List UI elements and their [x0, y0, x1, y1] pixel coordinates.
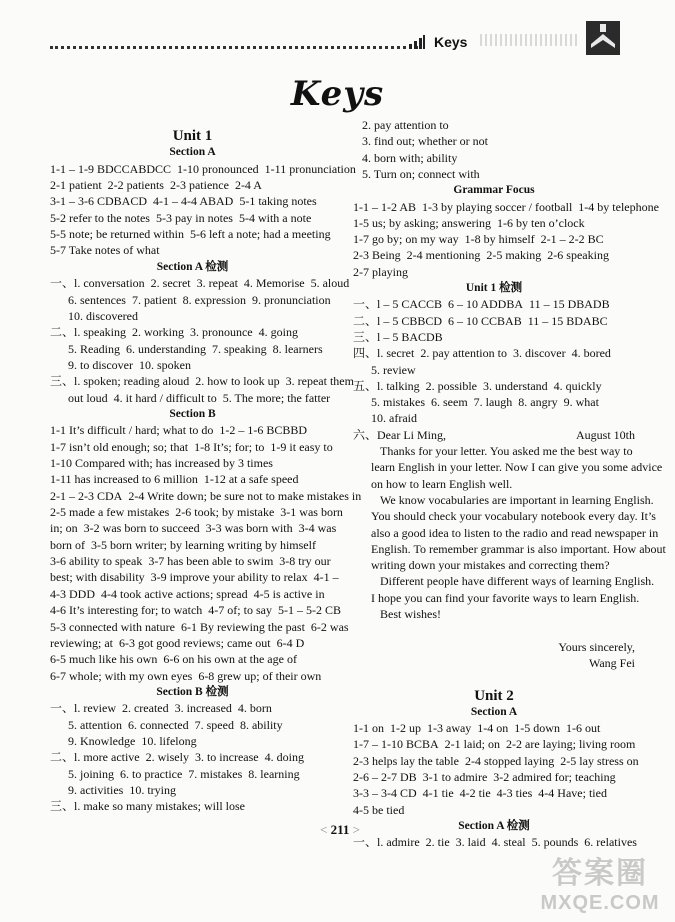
answer-line: Yours sincerely,: [558, 639, 635, 654]
answer-line: 2-1 – 2-3 CDA 2-4 Write down; be sure not to make mistakes in: [50, 488, 362, 503]
answer-line: 三、l. make so many mistakes; will lose: [50, 799, 245, 814]
answer-line: 2. pay attention to: [353, 118, 449, 132]
answer-line: 5-7 Take notes of what: [50, 243, 160, 258]
answer-line: 二、l – 5 CBBCD 6 – 10 CCBAB 11 – 15 BDABC: [353, 313, 608, 328]
answer-line: reviewing; at 6-3 got good reviews; came out 6-4 D: [50, 635, 305, 650]
section-heading: Section A 检测: [458, 819, 530, 832]
answer-line: 一、l. admire 2. tie 3. laid 4. steal 5. pounds 6. relatives: [353, 835, 637, 850]
answer-line: 2-5 made a few mistakes 2-6 took; by mistake 3-1 was born: [50, 505, 343, 520]
watermark-line1: 答案圈: [552, 857, 648, 890]
header-rule: [50, 46, 418, 49]
answer-line: 5. mistakes 6. seem 7. laugh 8. angry 9. what: [353, 395, 599, 410]
answer-line: 六、Dear Li Ming,: [353, 427, 446, 442]
answer-line: 二、l. speaking 2. working 3. pronounce 4. going: [50, 325, 298, 340]
answer-line: 2-6 – 2-7 DB 3-1 to admire 3-2 admired for; teaching: [353, 770, 616, 784]
answer-line: 1-5 us; by asking; answering 1-6 by ten o’clock: [353, 215, 585, 230]
page-number-value: 211: [330, 822, 350, 837]
answer-line: I hope you can find your favorite ways to learn English.: [353, 590, 640, 605]
answer-line: 10. discovered: [50, 308, 138, 323]
answer-line: 6-5 much like his own 6-6 on his own at the age of: [50, 652, 297, 667]
answer-line: in; on 3-2 was born to succeed 3-3 was born with 3-4 was: [50, 521, 337, 536]
section-heading: Section A: [470, 705, 518, 718]
answer-line: 五、l. talking 2. possible 3. understand 4. quickly: [353, 378, 602, 393]
answer-line: also a good idea to listen to the radio and read newspaper in: [353, 525, 659, 540]
answer-line: 4. born with; ability: [353, 150, 458, 165]
answer-line: Different people have different ways of learning English.: [353, 574, 655, 589]
answer-line: 9. Knowledge 10. lifelong: [50, 733, 197, 748]
section-heading: Unit 1 检测: [465, 282, 523, 294]
header-bars-icon: [408, 34, 426, 50]
answer-line: 1-1 It’s difficult / hard; what to do 1-2 – 1-6 BCBBD: [50, 423, 308, 438]
answer-line: 9. activities 10. trying: [50, 783, 176, 797]
answer-line: 2-7 playing: [353, 264, 408, 279]
answer-line: We know vocabularies are important in learning English.: [353, 492, 654, 507]
answer-line: 5-2 refer to the notes 5-3 pay in notes 5-4 with a note: [50, 210, 312, 225]
section-heading: Section B 检测: [156, 685, 229, 698]
answer-line: 4-3 DDD 4-4 took active actions; spread 4-5 is active in: [50, 586, 325, 601]
answer-line: 3-3 – 3-4 CD 4-1 tie 4-2 tie 4-3 ties 4-4 Have; tied: [353, 786, 607, 801]
header-title: Keys: [434, 34, 468, 50]
page-number: < 211 >: [320, 822, 360, 837]
section-heading: Section B: [169, 407, 216, 420]
answer-line: 1-1 – 1-2 AB 1-3 by playing soccer / football 1-4 by telephone: [353, 199, 659, 214]
answer-line: 1-7 go by; on my way 1-8 by himself 2-1 – 2-2 BC: [353, 232, 604, 247]
answer-line: 9. to discover 10. spoken: [50, 357, 191, 372]
answer-line: 5. review: [353, 362, 416, 377]
header-decoration: [480, 34, 580, 46]
answer-line: 1-10 Compared with; has increased by 3 times: [50, 456, 273, 470]
answer-line: 3. find out; whether or not: [353, 134, 488, 149]
page-title: Keys: [290, 74, 385, 114]
answer-line: 1-1 – 1-9 BDCCABDCC 1-10 pronounced 1-11 pronunciation: [50, 161, 356, 176]
answer-line: 一、l. review 2. created 3. increased 4. born: [50, 701, 272, 716]
answer-line: 2-1 patient 2-2 patients 2-3 patience 2-4 A: [50, 178, 262, 193]
answer-line: 1-7 – 1-10 BCBA 2-1 laid; on 2-2 are laying; living room: [353, 737, 636, 752]
answer-line: 3-6 ability to speak 3-7 has been able to swim 3-8 try our: [50, 554, 331, 569]
answer-line: 1-1 on 1-2 up 1-3 away 1-4 on 1-5 down 1-6 out: [353, 721, 601, 736]
section-heading: Section A: [169, 146, 216, 159]
answer-line: 三、l. spoken; reading aloud 2. how to look up 3. repeat them: [50, 374, 354, 389]
answer-line: Best wishes!: [353, 607, 441, 621]
answer-line: 4-5 be tied: [353, 802, 405, 817]
answer-line: 5. Turn on; connect with: [353, 166, 480, 181]
answer-line: 5. Reading 6. understanding 7. speaking 8. learners: [50, 341, 323, 356]
letter-date: August 10th: [575, 427, 635, 442]
answer-line: 二、l. more active 2. wisely 3. to increase 4. doing: [50, 750, 304, 765]
answer-line: 2-3 helps lay the table 2-4 stopped laying 2-5 lay stress on: [353, 753, 639, 768]
answer-line: 5. joining 6. to practice 7. mistakes 8. learning: [50, 766, 300, 781]
unit-heading: Unit 2: [474, 687, 514, 704]
answer-line: 5. attention 6. connected 7. speed 8. ability: [50, 717, 283, 732]
answer-line: 5-5 note; be returned within 5-6 left a note; had a meeting: [50, 227, 331, 242]
answer-line: 3-1 – 3-6 CDBACD 4-1 – 4-4 ABAD 5-1 taking notes: [50, 194, 317, 209]
answer-line: learn English in your letter. Now I can give you some advice: [353, 460, 663, 475]
answer-line: 三、l – 5 BACDB: [353, 329, 443, 344]
answer-line: Thanks for your letter. You asked me the best way to: [353, 444, 633, 458]
answer-line: 6. sentences 7. patient 8. expression 9. pronunciation: [50, 292, 331, 307]
answer-line: born of 3-5 born writer; by learning writing by himself: [50, 537, 316, 552]
answer-line: 一、l – 5 CACCB 6 – 10 ADDBA 11 – 15 DBADB: [353, 297, 610, 312]
answer-line: 6-7 whole; with my own eyes 6-8 grew up; of their own: [50, 668, 322, 683]
answer-line: 1-7 isn’t old enough; so; that 1-8 It’s; for; to 1-9 it easy to: [50, 439, 333, 454]
answer-line: 1-11 has increased to 6 million 1-12 at a safe speed: [50, 472, 299, 487]
unit-heading: Unit 1: [172, 128, 213, 144]
watermark: [535, 856, 665, 918]
answer-line: out loud 4. it hard / difficult to 5. The more; the fatter: [50, 390, 331, 405]
answer-line: Wang Fei: [588, 655, 635, 670]
answer-line: writing down your mistakes and correcting them?: [353, 558, 610, 573]
answer-line: English. To remember grammar is also important. How about: [353, 541, 666, 556]
answer-line: You should check your vocabulary notebook every day. It’s: [353, 509, 656, 524]
answer-line: 5-3 connected with nature 6-1 By reviewing the past 6-2 was: [50, 619, 349, 634]
answer-line: 2-3 Being 2-4 mentioning 2-5 making 2-6 speaking: [353, 248, 609, 263]
answer-line: 4-6 It’s interesting for; to watch 4-7 of; to say 5-1 – 5-2 CB: [50, 603, 341, 618]
answer-line: 一、l. conversation 2. secret 3. repeat 4. Memorise 5. aloud: [50, 276, 350, 291]
answer-line: 四、l. secret 2. pay attention to 3. discover 4. bored: [353, 346, 611, 361]
answer-line: best; with disability 3-9 improve your ability to relax 4-1 –: [50, 570, 339, 585]
answer-line: 10. afraid: [353, 411, 417, 426]
section-heading: Grammar Focus: [453, 184, 535, 197]
section-heading: Section A 检测: [156, 260, 229, 273]
book-logo-icon: [585, 20, 621, 56]
answer-line: on how to learn English well.: [353, 476, 513, 491]
watermark-line2: MXQE.COM: [540, 892, 660, 914]
